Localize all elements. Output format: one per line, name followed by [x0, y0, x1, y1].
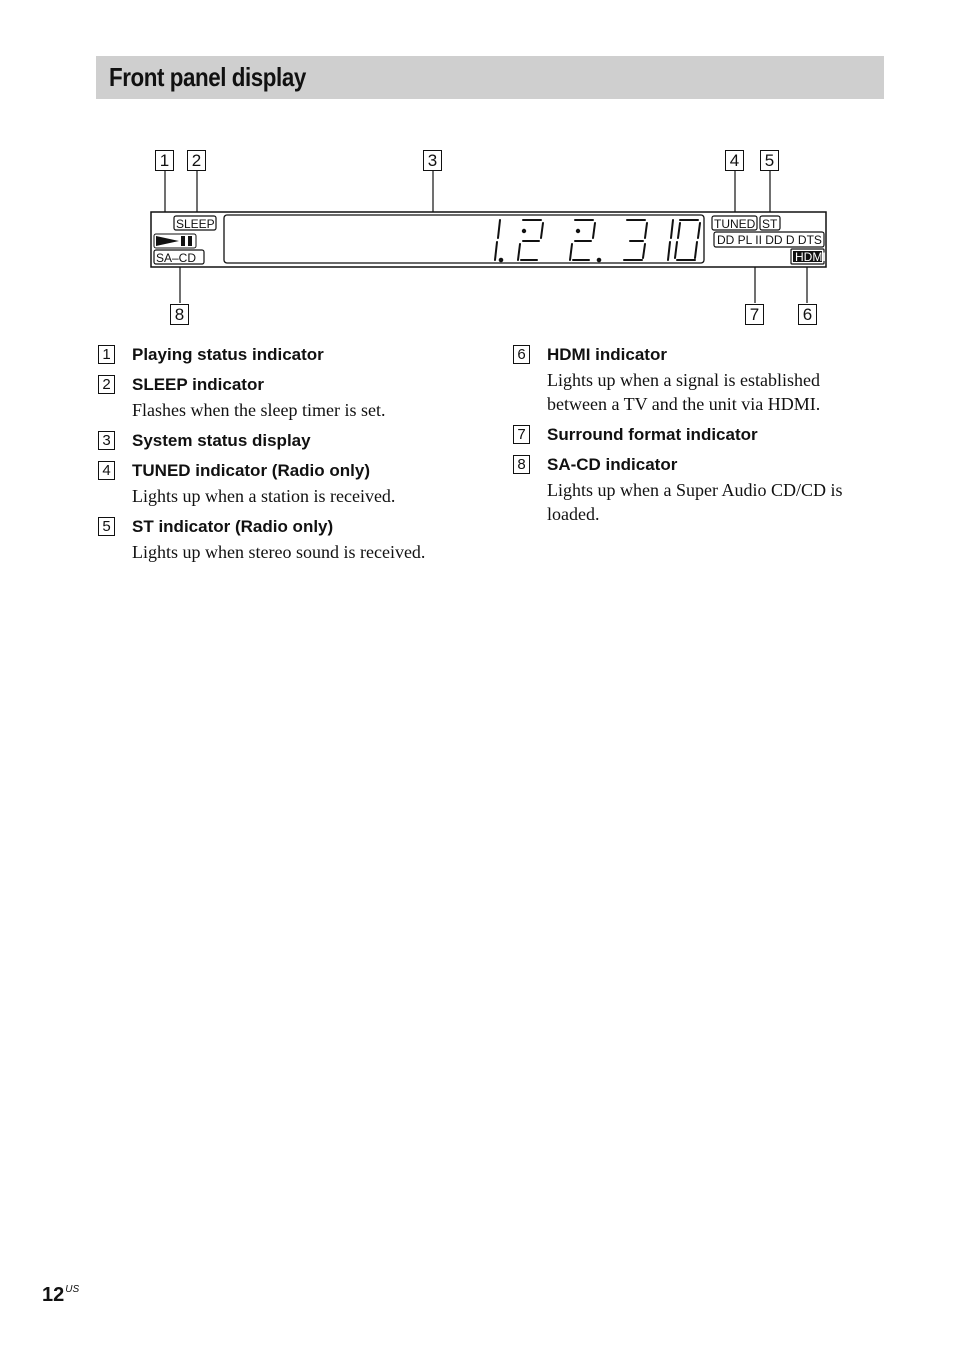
legend-number: 7 [513, 425, 530, 444]
legend-title: System status display [132, 431, 311, 450]
callout-7: 7 [745, 304, 764, 325]
legend-description: Lights up when a Super Audio CD/CD is loaded. [547, 480, 843, 524]
legend-number: 6 [513, 345, 530, 364]
legend-entry [98, 459, 468, 508]
legend-right-column [513, 343, 883, 533]
legend-number: 1 [98, 345, 115, 364]
legend-entry [98, 515, 468, 564]
callout-5: 5 [760, 150, 779, 171]
page-number-suffix: US [65, 1284, 80, 1295]
legend-description: Lights up when a signal is established between a TV and the unit via HDMI. [547, 370, 821, 414]
legend-entry [513, 343, 883, 416]
legend-title: ST indicator (Radio only) [132, 517, 334, 536]
legend-title: Playing status indicator [132, 345, 324, 364]
callout-8: 8 [170, 304, 189, 325]
legend-entry [513, 423, 883, 446]
legend-description: Lights up when stereo sound is received. [132, 542, 426, 562]
front-panel-diagram [140, 140, 840, 335]
page-number-value: 12 [42, 1284, 65, 1306]
legend-entry [98, 429, 468, 452]
tuned-label: TUNED [714, 217, 756, 231]
legend-entry [98, 373, 468, 422]
legend-left-column [98, 343, 468, 571]
surround-format-label: DD PL II DD D DTS [717, 233, 822, 247]
section-title: Front panel display [109, 62, 306, 92]
legend-description: Flashes when the sleep timer is set. [132, 400, 386, 420]
callout-6: 6 [798, 304, 817, 325]
callout-2: 2 [187, 150, 206, 171]
legend-number: 4 [98, 461, 115, 480]
legend-title: HDMI indicator [547, 345, 667, 364]
callout-4: 4 [725, 150, 744, 171]
legend-number: 8 [513, 455, 530, 474]
callout-3: 3 [423, 150, 442, 171]
page-number [42, 1284, 79, 1307]
legend-entry [513, 453, 883, 526]
legend-title: SLEEP indicator [132, 375, 264, 394]
legend-title: TUNED indicator (Radio only) [132, 461, 370, 480]
sacd-label: SA–CD [156, 251, 197, 265]
legend-number: 3 [98, 431, 115, 450]
hdmi-label: HDMI [795, 250, 826, 264]
section-header-bar [96, 56, 884, 99]
sleep-label: SLEEP [176, 217, 215, 231]
legend-entry [98, 343, 468, 366]
legend-description: Lights up when a station is received. [132, 486, 396, 506]
legend-number: 2 [98, 375, 115, 394]
callout-1: 1 [155, 150, 174, 171]
st-label: ST [762, 217, 778, 231]
legend-title: Surround format indicator [547, 425, 758, 444]
legend-title: SA-CD indicator [547, 455, 678, 474]
legend-number: 5 [98, 517, 115, 536]
